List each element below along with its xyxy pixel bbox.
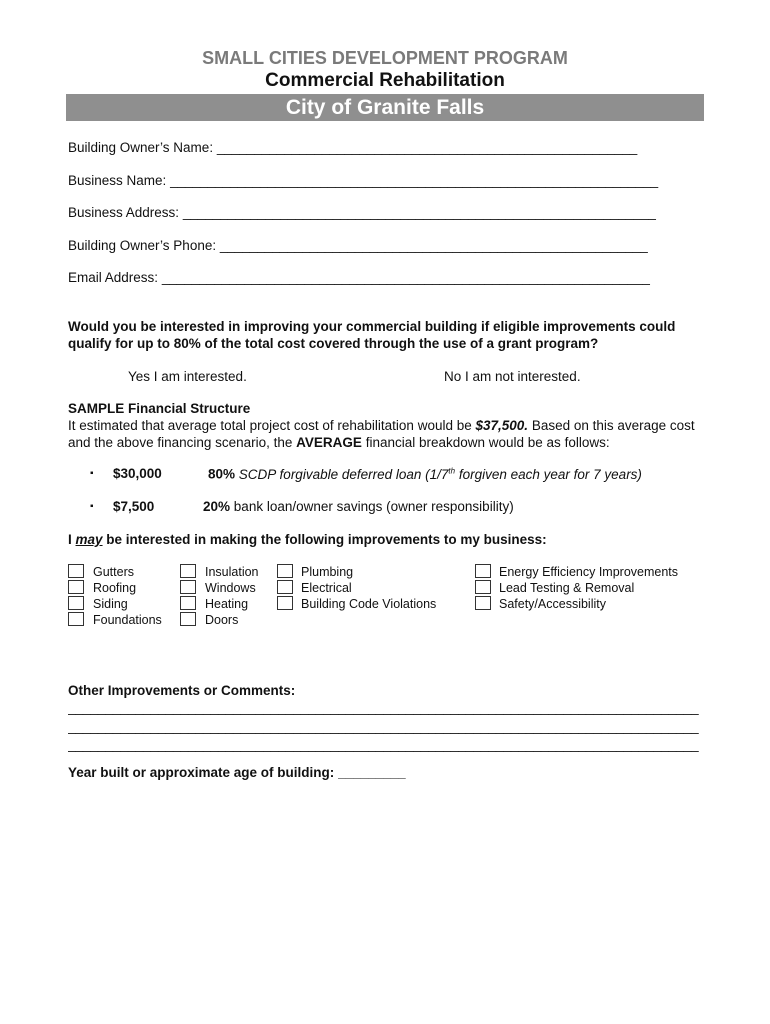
label-heating: Heating [205,597,249,611]
breakdown-amount-2: $7,500 [113,499,155,514]
sample-body [68,417,718,451]
option-no[interactable]: No I am not interested. [444,369,581,384]
breakdown-pct-2: 20% [203,499,231,514]
label-roofing: Roofing [93,581,137,595]
email-blank[interactable]: _________________________________________________________________ [161,270,650,285]
checkbox-heating[interactable] [180,596,196,610]
year-built-blank[interactable]: _________ [338,765,406,780]
checkbox-building-code[interactable] [277,596,293,610]
year-built-field[interactable] [68,765,406,780]
comment-line-3[interactable]: ____________________________________________________________________________________ [68,737,699,752]
label-insulation: Insulation [205,565,259,579]
checkbox-energy[interactable] [475,564,491,578]
checkbox-lead[interactable] [475,580,491,594]
program-subtitle: Commercial Rehabilitation [265,70,505,91]
sample-text-1: It estimated that average total project cost of rehabilitation would be [68,418,476,433]
email-field[interactable] [68,270,650,285]
breakdown-desc-end-1: forgiven each year for 7 years) [455,466,642,482]
sample-amount: $37,500. [475,418,529,433]
owner-name-field[interactable] [68,140,637,155]
city-banner [66,94,704,121]
improvements-heading [68,532,547,547]
breakdown-pct-1: 80% [208,466,236,482]
sample-title: SAMPLE Financial Structure [68,401,251,416]
label-energy: Energy Efficiency Improvements [499,565,679,579]
label-electrical: Electrical [301,581,352,595]
business-name-blank[interactable]: _________________________________________________________________ [170,173,659,188]
checkbox-windows[interactable] [180,580,196,594]
checkbox-insulation[interactable] [180,564,196,578]
other-comments-title: Other Improvements or Comments: [68,683,296,698]
business-address-field[interactable] [68,205,656,220]
label-doors: Doors [205,613,239,627]
label-gutters: Gutters [93,565,134,579]
breakdown-desc-text-2: bank loan/owner savings (owner responsibility) [233,499,514,514]
checkbox-doors[interactable] [180,612,196,626]
option-yes[interactable]: Yes I am interested. [128,369,247,384]
breakdown-desc-2 [203,499,514,514]
interest-question: Would you be interested in improving your commercial building if eligible improvements could qualify for up to 80% of the total cost covered through the use of a grant program? [68,319,676,351]
business-address-blank[interactable]: _______________________________________________________________ [182,205,656,220]
city-title: City of Granite Falls [285,96,485,119]
comment-line-2[interactable]: ____________________________________________________________________________________ [68,719,699,734]
sample-text-3: financial breakdown would be as follows: [361,435,610,450]
improvements-may: may [75,532,103,547]
label-safety: Safety/Accessibility [499,597,606,611]
breakdown-desc-1 [208,466,642,482]
email-label: Email Address: [68,270,159,285]
owner-phone-label: Building Owner’s Phone: [68,238,217,253]
checkbox-safety[interactable] [475,596,491,610]
label-siding: Siding [93,597,128,611]
checkbox-roofing[interactable] [68,580,84,594]
improvements-pre: I [68,532,76,547]
business-name-label: Business Name: [68,173,167,188]
program-title: SMALL CITIES DEVELOPMENT PROGRAM [202,48,568,68]
owner-phone-blank[interactable]: _________________________________________________________ [219,238,648,253]
checkbox-siding[interactable] [68,596,84,610]
label-foundations: Foundations [93,613,162,627]
checkbox-gutters[interactable] [68,564,84,578]
sample-text-2: Based on this average cost and the above financing scenario, the [68,418,695,450]
improvements-post: be interested in making the following improvements to my business: [102,532,547,547]
breakdown-amount-1: $30,000 [113,466,162,481]
year-built-label: Year built or approximate age of building: [68,765,335,780]
comment-line-1[interactable]: ____________________________________________________________________________________ [68,700,699,715]
checkbox-electrical[interactable] [277,580,293,594]
label-lead: Lead Testing & Removal [499,581,635,595]
breakdown-desc-text-1: SCDP forgivable deferred loan (1/7 [238,466,449,482]
sample-average: AVERAGE [296,435,362,450]
breakdown-sup-1: th [448,466,456,475]
label-building-code: Building Code Violations [301,597,437,611]
label-windows: Windows [205,581,256,595]
bullet-2: ▪ [90,501,94,512]
business-name-field[interactable] [68,173,658,188]
checkbox-plumbing[interactable] [277,564,293,578]
owner-name-label: Building Owner’s Name: [68,140,214,155]
checkbox-foundations[interactable] [68,612,84,626]
owner-phone-field[interactable] [68,238,648,253]
business-address-label: Business Address: [68,205,180,220]
owner-name-blank[interactable]: ________________________________________________________ [216,140,638,155]
label-plumbing: Plumbing [301,565,354,579]
bullet-1: ▪ [90,468,94,479]
